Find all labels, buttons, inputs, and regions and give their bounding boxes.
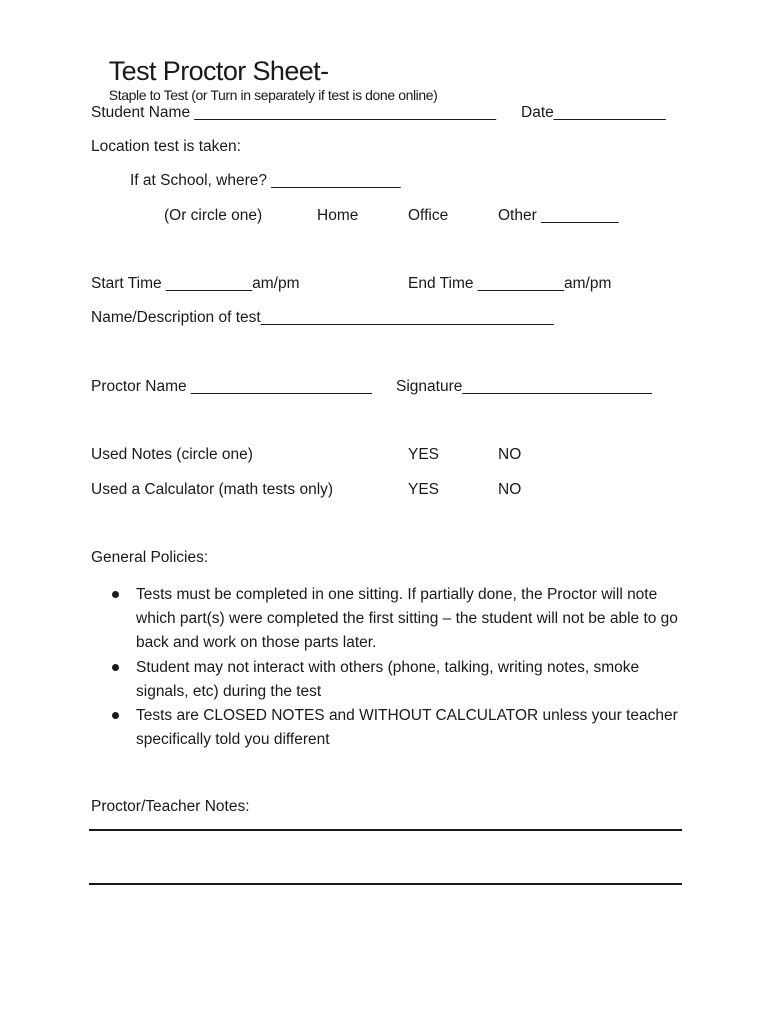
used-calculator-no[interactable]: NO [498, 481, 522, 498]
policy-item [108, 656, 688, 704]
bullet-icon [112, 664, 119, 671]
title-main: Test Proctor Sheet- [108, 56, 329, 86]
used-calculator-label: Used a Calculator (math tests only) [91, 481, 334, 498]
policy-item [108, 583, 688, 656]
start-time-field[interactable]: Start Time __________am/pm [91, 275, 300, 292]
title-subtitle: Staple to Test (or Turn in separately if test is done online) [108, 87, 438, 103]
signature-field[interactable]: Signature______________________ [396, 378, 652, 395]
date-field[interactable]: Date_____________ [521, 104, 666, 121]
used-notes-no[interactable]: NO [498, 446, 522, 463]
location-label: Location test is taken: [91, 138, 241, 155]
used-calculator-yes[interactable]: YES [408, 481, 440, 498]
policies-list [108, 583, 688, 752]
notes-line-1[interactable] [89, 829, 682, 831]
policy-text: Student may not interact with others (phone, talking, writing notes, smoke signals, etc) during the test [136, 658, 640, 700]
used-notes-label: Used Notes (circle one) [91, 446, 253, 463]
proctor-name-field[interactable]: Proctor Name _____________________ [91, 378, 372, 395]
notes-line-2[interactable] [89, 883, 682, 885]
school-location-field[interactable]: If at School, where? _______________ [130, 172, 401, 189]
location-option-other[interactable]: Other _________ [498, 207, 619, 224]
location-option-office[interactable]: Office [408, 207, 449, 224]
notes-label: Proctor/Teacher Notes: [91, 798, 250, 815]
bullet-icon [112, 591, 119, 598]
policy-item [108, 704, 688, 752]
location-option-home[interactable]: Home [317, 207, 359, 224]
bullet-icon [112, 712, 119, 719]
policy-text: Tests must be completed in one sitting. If partially done, the Proctor will note which part(s) were completed the first sitting – the student will not be able to go back and work on those parts later. [136, 586, 678, 652]
test-description-field[interactable]: Name/Description of test__________________________________ [91, 309, 554, 326]
policies-heading: General Policies: [91, 549, 209, 566]
policy-text: Tests are CLOSED NOTES and WITHOUT CALCULATOR unless your teacher specifically told you different [136, 707, 678, 749]
used-notes-yes[interactable]: YES [408, 446, 440, 463]
student-name-field[interactable]: Student Name ___________________________________ [91, 104, 497, 121]
circle-one-hint: (Or circle one) [164, 207, 263, 224]
end-time-field[interactable]: End Time __________am/pm [408, 275, 612, 292]
